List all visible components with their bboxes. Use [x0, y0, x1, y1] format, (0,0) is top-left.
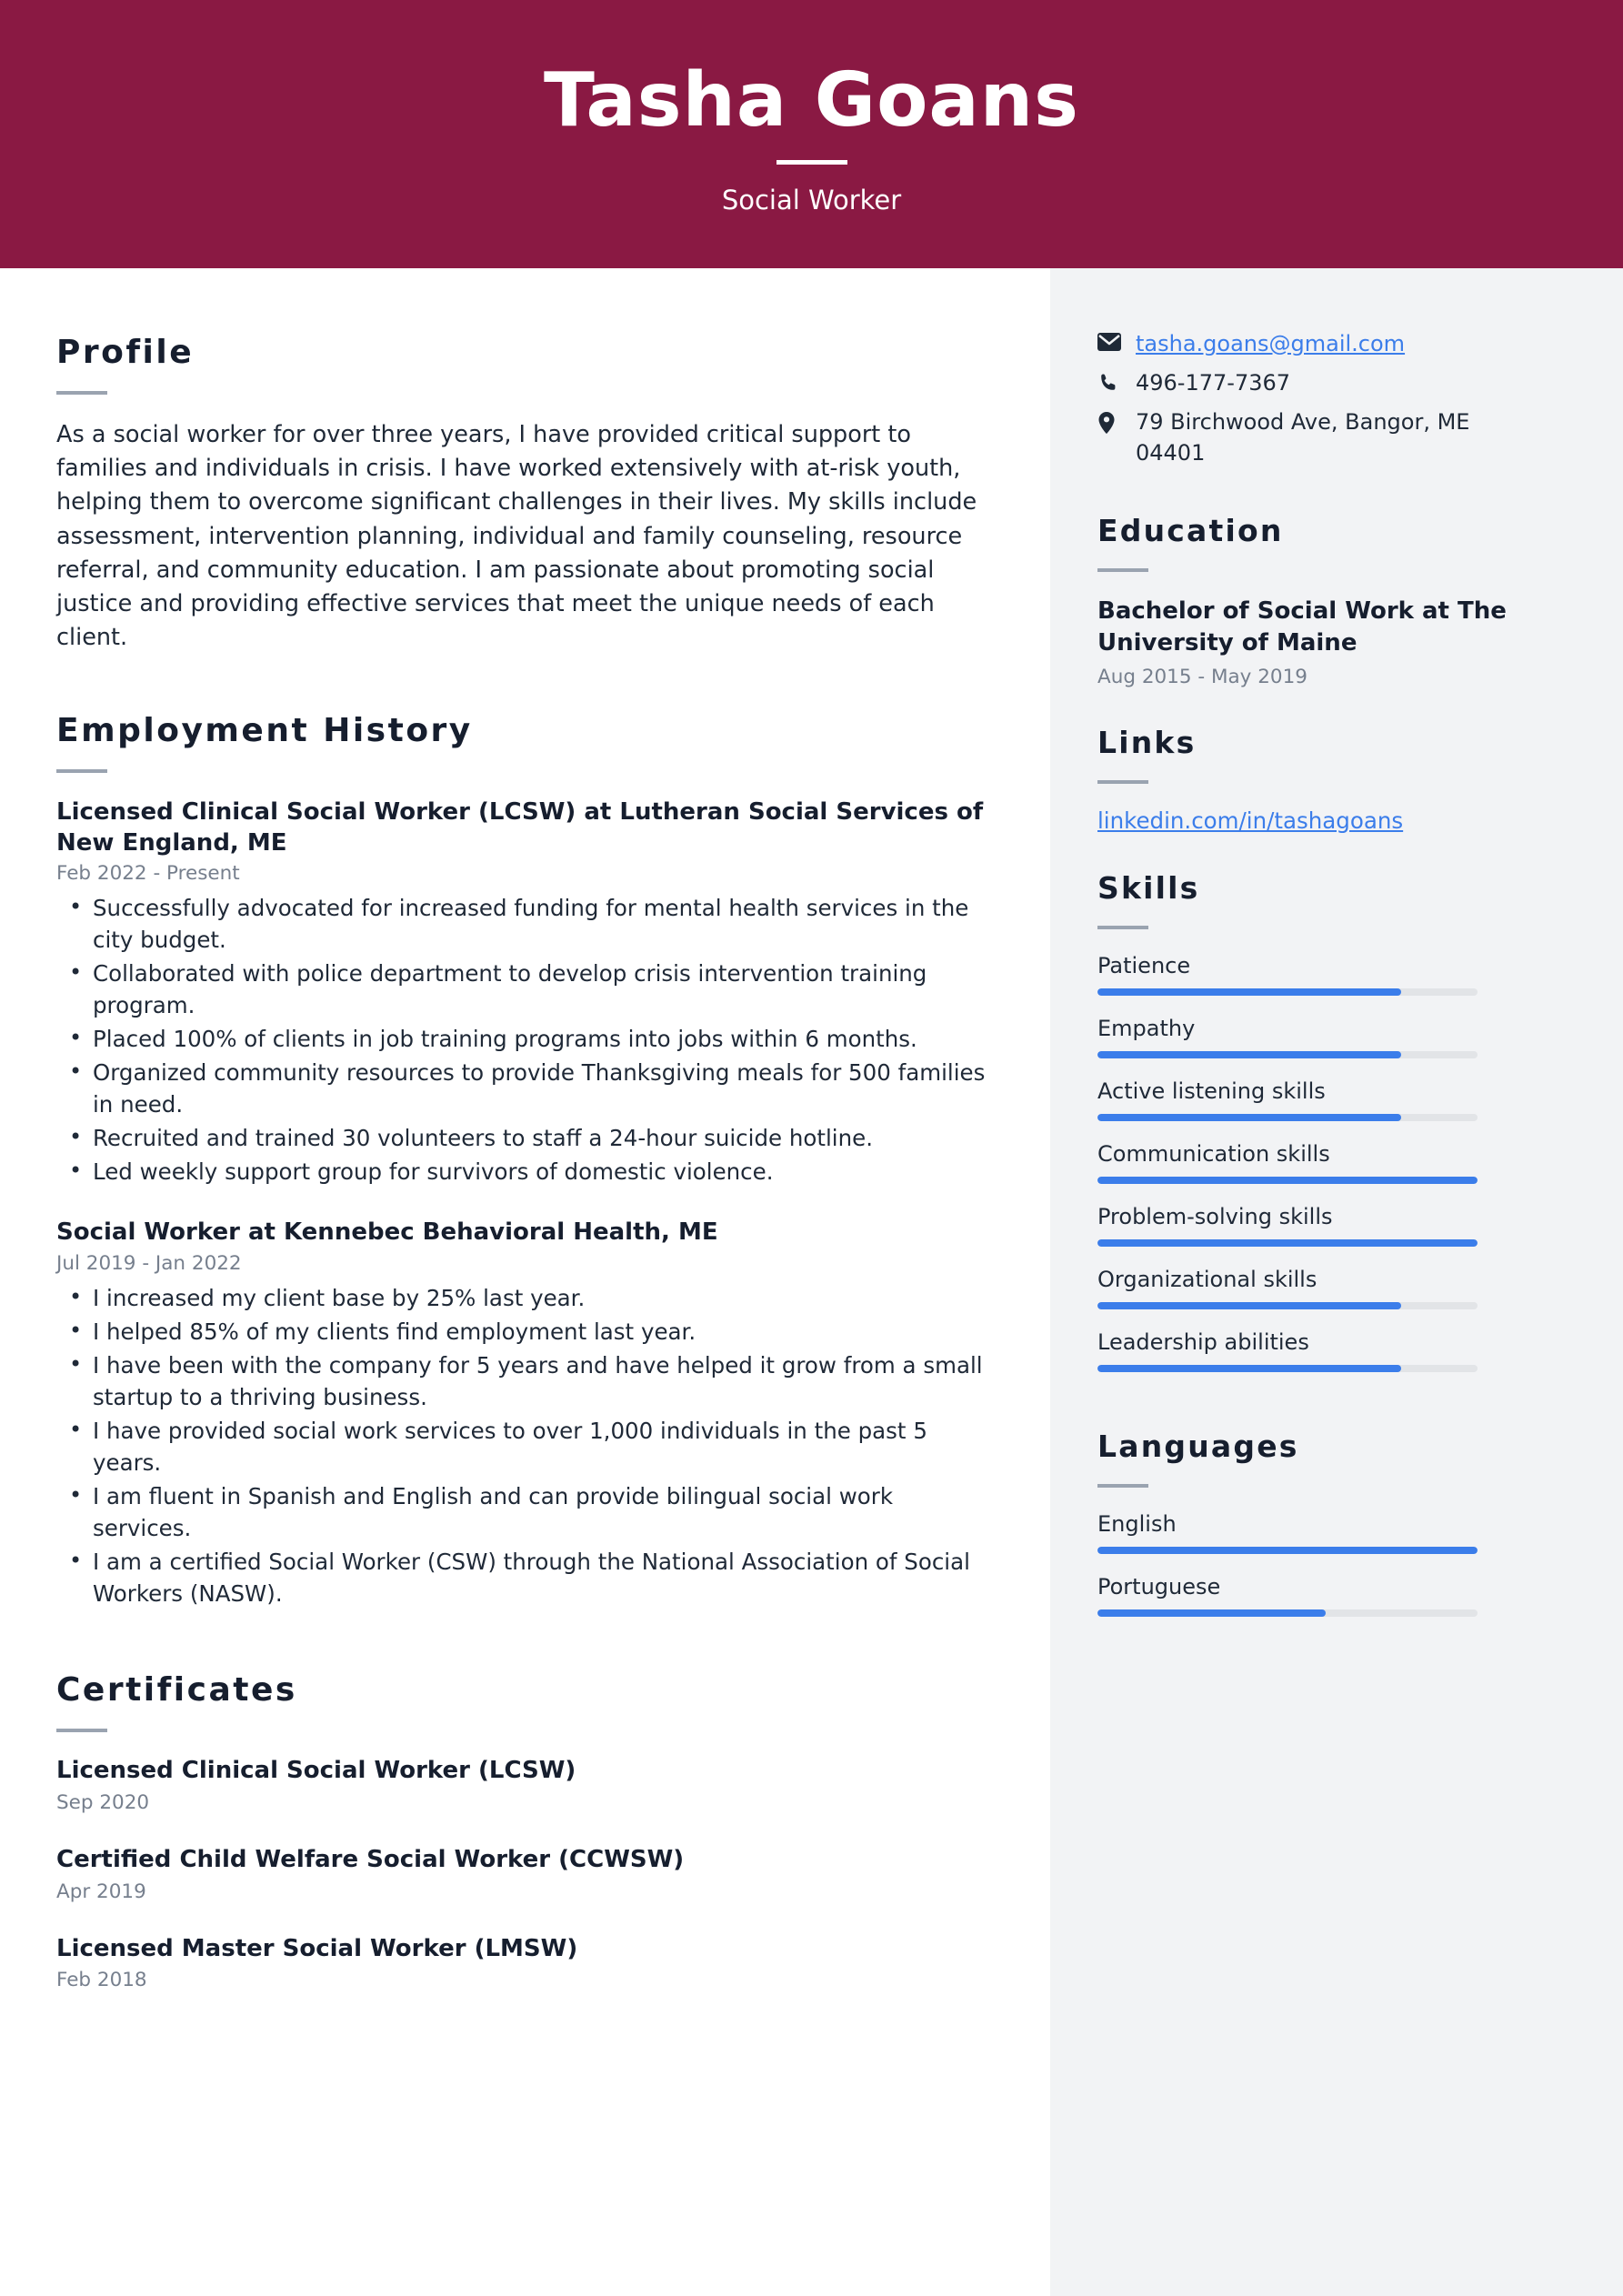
- envelope-icon: [1097, 328, 1128, 351]
- education-heading-rule: [1097, 568, 1148, 572]
- section-languages: [1097, 1429, 1514, 1617]
- contact-address-row: [1097, 406, 1514, 468]
- phone-value: 496-177-7367: [1136, 370, 1291, 396]
- education-heading: Education: [1097, 513, 1284, 549]
- main-column: [0, 268, 1050, 2296]
- employment-heading-rule: [56, 769, 107, 773]
- certificate-title: Licensed Master Social Worker (LMSW): [56, 1934, 578, 1962]
- skill-progress-fill: [1097, 1114, 1401, 1121]
- language-progress-fill: [1097, 1547, 1478, 1554]
- contact-email-row[interactable]: [1097, 328, 1514, 359]
- skill-progress-fill: [1097, 1177, 1478, 1184]
- job-title: Social Worker at Kennebec Behavioral Health, ME: [56, 1218, 718, 1247]
- section-contact: [1097, 328, 1514, 468]
- resume-body: [0, 268, 1623, 2296]
- employment-entry: [56, 797, 994, 1188]
- skill-label: Empathy: [1097, 1015, 1196, 1041]
- skill-progress-track: [1097, 1239, 1478, 1247]
- spacer: [1097, 476, 1514, 513]
- skill-label: Organizational skills: [1097, 1266, 1317, 1292]
- list-item: • I am fluent in Spanish and English and can provide bilingual social work services.: [62, 1480, 994, 1544]
- list-item: • Recruited and trained 30 volunteers to staff a 24-hour suicide hotline.: [62, 1122, 994, 1154]
- language-progress-fill: [1097, 1609, 1326, 1617]
- section-profile: [56, 334, 994, 656]
- employment-heading: Employment History: [56, 711, 473, 749]
- section-employment-history: [56, 712, 994, 1610]
- links-heading-rule: [1097, 780, 1148, 784]
- skill-progress-track: [1097, 1114, 1478, 1121]
- list-item: • Successfully advocated for increased funding for mental health services in the city budget.: [62, 892, 994, 956]
- header-divider: [776, 160, 847, 165]
- education-degree: Bachelor of Social Work at The University of Maine: [1097, 597, 1507, 657]
- section-skills: [1097, 870, 1514, 1372]
- section-certificates: [56, 1671, 994, 1991]
- languages-heading-rule: [1097, 1484, 1148, 1488]
- skill-label: Communication skills: [1097, 1140, 1330, 1167]
- phone-icon: [1097, 367, 1128, 394]
- list-item: • Collaborated with police department to develop crisis intervention training program.: [62, 958, 994, 1021]
- job-bullet-list: [62, 892, 994, 1188]
- skill-item: [1097, 1329, 1514, 1372]
- section-links: [1097, 725, 1514, 834]
- skill-progress-track: [1097, 1051, 1478, 1058]
- skill-label: Active listening skills: [1097, 1078, 1326, 1104]
- list-item: • Organized community resources to provide Thanksgiving meals for 500 families in need.: [62, 1057, 994, 1120]
- link-item-linkedin[interactable]: linkedin.com/in/tashagoans: [1097, 807, 1404, 834]
- skill-item: [1097, 953, 1514, 996]
- language-label: Portuguese: [1097, 1573, 1221, 1599]
- skill-progress-fill: [1097, 988, 1401, 996]
- language-progress-track: [1097, 1547, 1478, 1554]
- page-title: Tasha Goans: [544, 56, 1079, 144]
- list-item: • I have provided social work services to over 1,000 individuals in the past 5 years.: [62, 1415, 994, 1479]
- skill-item: [1097, 1078, 1514, 1121]
- list-item: • I increased my client base by 25% last year.: [62, 1282, 994, 1314]
- skill-progress-track: [1097, 1177, 1478, 1184]
- skill-progress-fill: [1097, 1302, 1401, 1309]
- employment-entry: [56, 1217, 994, 1609]
- spacer: [56, 656, 994, 712]
- job-date: Jul 2019 - Jan 2022: [56, 1251, 242, 1275]
- section-education: [1097, 513, 1514, 688]
- certificate-title: Certified Child Welfare Social Worker (CCWSW): [56, 1845, 685, 1873]
- certificate-date: Apr 2019: [56, 1880, 146, 1903]
- certificate-date: Sep 2020: [56, 1790, 150, 1814]
- skill-label: Patience: [1097, 952, 1191, 978]
- spacer: [1097, 1392, 1514, 1429]
- skill-item: [1097, 1267, 1514, 1309]
- language-item: [1097, 1511, 1514, 1554]
- language-label: English: [1097, 1510, 1177, 1537]
- profile-text: As a social worker for over three years, I have provided critical support to families and individuals in crisis. I have worked extensively with at-risk youth, helping them to overcome significant challenges in their lives. My skills include assessment, intervention planning, individual and family counseling, resource referral, and community education. I am passionate about promoting social justice and providing effective services that meet the unique needs of each client.: [56, 421, 977, 652]
- list-item: • I am a certified Social Worker (CSW) through the National Association of Social Workers (NASW).: [62, 1546, 994, 1609]
- location-pin-icon: [1097, 406, 1128, 435]
- skill-item: [1097, 1141, 1514, 1184]
- job-date: Feb 2022 - Present: [56, 862, 240, 886]
- resume-header: [0, 0, 1623, 268]
- contact-phone-row: [1097, 367, 1514, 398]
- skills-heading-rule: [1097, 926, 1148, 929]
- list-item: • Led weekly support group for survivors of domestic violence.: [62, 1156, 994, 1188]
- skill-progress-track: [1097, 1365, 1478, 1372]
- certificate-item: [56, 1934, 994, 1992]
- certificate-date: Feb 2018: [56, 1969, 147, 1992]
- skills-heading: Skills: [1097, 869, 1200, 906]
- list-item: • I helped 85% of my clients find employment last year.: [62, 1316, 994, 1348]
- language-item: [1097, 1574, 1514, 1617]
- skill-progress-track: [1097, 1302, 1478, 1309]
- skill-label: Problem-solving skills: [1097, 1203, 1333, 1229]
- list-item: • Placed 100% of clients in job training programs into jobs within 6 months.: [62, 1023, 994, 1055]
- certificate-item: [56, 1756, 994, 1814]
- spacer: [56, 1615, 994, 1671]
- certificates-heading-rule: [56, 1729, 107, 1732]
- skill-progress-fill: [1097, 1365, 1401, 1372]
- education-item: [1097, 596, 1514, 688]
- sidebar: [1050, 268, 1623, 2296]
- language-progress-track: [1097, 1609, 1478, 1617]
- job-bullet-list: [62, 1282, 994, 1609]
- header-job-title: Social Worker: [721, 185, 902, 216]
- profile-heading: Profile: [56, 334, 195, 371]
- skill-item: [1097, 1204, 1514, 1247]
- languages-heading: Languages: [1097, 1428, 1299, 1464]
- links-heading: Links: [1097, 724, 1197, 760]
- education-date: Aug 2015 - May 2019: [1097, 665, 1307, 688]
- spacer: [56, 1193, 994, 1217]
- address-value: 79 Birchwood Ave, Bangor, ME 04401: [1136, 409, 1470, 466]
- certificates-heading: Certificates: [56, 1671, 297, 1709]
- profile-heading-rule: [56, 391, 107, 395]
- certificate-item: [56, 1845, 994, 1903]
- skill-progress-fill: [1097, 1051, 1401, 1058]
- email-value[interactable]: tasha.goans@gmail.com: [1136, 331, 1406, 356]
- skill-progress-track: [1097, 988, 1478, 996]
- job-title: Licensed Clinical Social Worker (LCSW) at Lutheran Social Services of New England, ME: [56, 797, 984, 857]
- spacer: [1097, 688, 1514, 725]
- skill-item: [1097, 1016, 1514, 1058]
- certificate-title: Licensed Clinical Social Worker (LCSW): [56, 1757, 576, 1785]
- list-item: • I have been with the company for 5 years and have helped it grow from a small startup to a thriving business.: [62, 1349, 994, 1413]
- skill-progress-fill: [1097, 1239, 1478, 1247]
- spacer: [1097, 834, 1514, 870]
- skill-label: Leadership abilities: [1097, 1328, 1309, 1355]
